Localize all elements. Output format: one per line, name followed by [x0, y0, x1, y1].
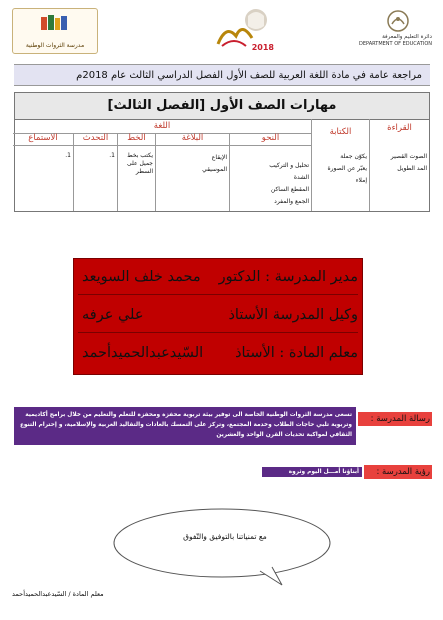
school-logo: [12, 8, 98, 54]
grammar-column: [229, 133, 311, 211]
rhetoric-item: الإيقاع: [211, 154, 227, 161]
grammar-item: الشدة: [293, 174, 309, 181]
books-icon: [39, 13, 69, 31]
bubble-text: مع تمنياتنا بالتوفيق والتّفوق: [183, 532, 267, 541]
listening-column: [13, 133, 73, 211]
handwriting-column: [117, 133, 155, 211]
language-header: اللغة: [13, 119, 311, 134]
department-name-en: DEPARTMENT OF EDUCATION: [359, 41, 432, 47]
listening-header: الاستماع: [13, 133, 73, 146]
deputy-name: علي عرفه: [82, 307, 144, 323]
teacher-name: السّيدعبدالحميدأحمد: [82, 345, 204, 361]
language-group: [13, 119, 311, 211]
grammar-item: تحليل و التركيب: [269, 162, 309, 169]
rhetoric-column: [155, 133, 229, 211]
rhetoric-item: الموسيقي: [202, 166, 227, 173]
principal-name: محمد خلف السويعد: [82, 269, 201, 285]
teacher-row: [78, 337, 358, 370]
rhetoric-header: البلاغة: [156, 133, 229, 146]
grammar-item: المقطع الساكن: [270, 186, 309, 193]
skills-table: [14, 92, 430, 212]
staff-box: [73, 258, 363, 375]
speaking-header: التحدث: [74, 133, 117, 146]
principal-label: مدير المدرسة : الدكتور: [218, 269, 358, 285]
speaking-column: [73, 133, 117, 211]
skills-title: مهارات الصف الأول [الفصل الثالث]: [15, 93, 429, 120]
review-title: مراجعة عامة في مادة اللغة العربية للصف الأول الفصل الدراسي الثالث عام 2018م: [14, 64, 430, 86]
department-name-ar: دائرة التعليم والمعرفة: [382, 34, 432, 40]
speaking-item: 1.: [109, 152, 115, 159]
writing-item: يكوّن جملة: [340, 153, 367, 160]
mission-label: رسالة المدرسة :: [358, 412, 432, 426]
writing-item: يعبّر عن الصورة: [327, 165, 367, 172]
school-logo-caption: مدرسة الثروات الوطنية: [25, 42, 85, 49]
reading-item: المد الطويل: [397, 165, 427, 172]
teacher-signature: معلم المادة / السّيدعبدالحميدأحمد: [12, 590, 104, 598]
handwriting-item: يكتب بخط جميل على السطر: [126, 152, 153, 175]
logo-year: 2018: [251, 43, 274, 52]
deputy-row: [78, 299, 358, 333]
education-department-logo: [352, 10, 432, 54]
writing-column: [311, 119, 369, 211]
reading-header: القراءة: [387, 123, 412, 133]
reading-column: [369, 119, 429, 211]
principal-row: [78, 261, 358, 295]
deputy-label: وكيل المدرسة الأستاذ: [228, 307, 358, 323]
writing-item: إملاء: [355, 177, 367, 184]
zayed-year-logo: [212, 6, 276, 52]
handwriting-header: الخط: [118, 133, 155, 146]
listening-item: 1.: [65, 152, 71, 159]
writing-header: الكتابة: [329, 127, 352, 137]
emblem-icon: [386, 10, 410, 32]
speech-bubble-icon: [110, 505, 334, 587]
teacher-label: معلم المادة : الأستاذ: [235, 345, 358, 361]
vision-text: أبناؤنا أمـــل اليوم وثروة المستقبل: [262, 467, 362, 477]
vision-label: رؤية المدرسة :: [364, 465, 432, 479]
grammar-header: النحو: [230, 133, 311, 146]
grammar-item: الجمع والمفرد: [274, 198, 309, 205]
reading-item: الصوت القصير: [390, 153, 427, 160]
mission-text: تسعى مدرسة الثروات الوطنية الخاصة الى توفير بيئة تربوية محفزة ومحفزة للتعلم والتعليم من خلال برامج أكاديمية وتربوية تلبي حاجات الطلاب وخدمة المجتمع، وتركز على التمسك بالعادات والتقاليد العربية والإسلامية، و إحترام التنوع الثقافي لمواكبة تحديات القرن الواحد والعشرين: [14, 407, 356, 445]
